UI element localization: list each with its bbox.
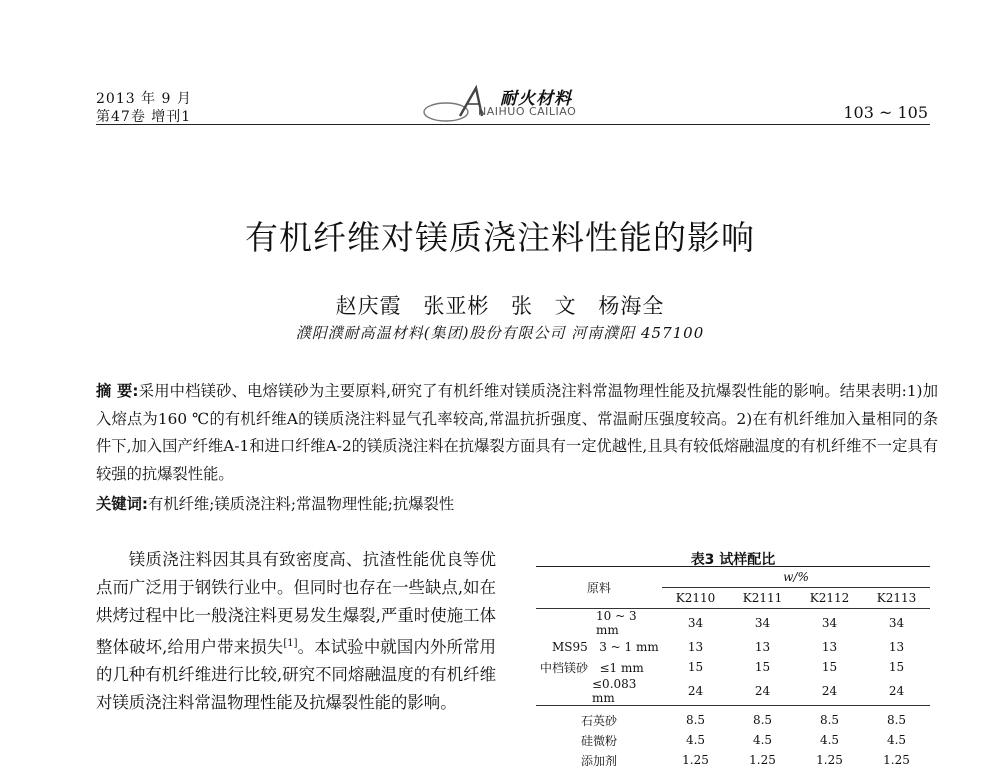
row-label: ≤0.083 mm <box>536 677 662 706</box>
table-row <box>536 637 930 657</box>
cell: 13 <box>754 640 771 654</box>
mix-ratio-table <box>536 566 930 770</box>
cell: 24 <box>729 677 796 706</box>
row-label: 硅微粉 <box>580 733 617 748</box>
raw-material-header: 原料 <box>536 567 662 609</box>
row-label: 3 ~ 1 mm <box>599 640 659 654</box>
journal-name-cn: 耐火材料 <box>500 89 572 109</box>
table-row <box>536 677 930 706</box>
abstract <box>96 378 938 488</box>
abstract-text: 采用中档镁砂、电熔镁砂为主要原料,研究了有机纤维对镁质浇注料常温物理性能及抗爆裂性能的影响。结果表明:1)加入熔点为160 ℃的有机纤维A的镁质浇注料显气孔率较高,常温抗折强度、常温耐压强度较高。2)在有机纤维加入量相同的条件下,加入国产纤维A-1和进口纤维A-2的镁质浇注料在抗爆裂方面具有一定优越性,且具有较低熔融温度的有机纤维不一定具有较强的抗爆裂性能。 <box>96 382 938 483</box>
row-label: 石英砂 <box>580 713 617 728</box>
sample-col: K2112 <box>796 588 863 609</box>
sample-col: K2111 <box>729 588 796 609</box>
cell: 15 <box>754 660 771 674</box>
cell: 34 <box>754 616 771 630</box>
table-row <box>536 657 930 677</box>
cell: 13 <box>888 640 905 654</box>
cell: 13 <box>821 640 838 654</box>
keywords-label: 关键词: <box>96 495 149 513</box>
cell: 24 <box>662 677 729 706</box>
cell: 4.5 <box>685 733 706 747</box>
cell: 34 <box>687 616 704 630</box>
cell: 1.25 <box>883 753 910 767</box>
cell: 24 <box>863 677 930 706</box>
table-caption: 表3 试样配比 <box>690 552 776 568</box>
table-header-row <box>536 567 930 588</box>
cell: 1.25 <box>749 753 776 767</box>
row-label: 添加剂 <box>580 753 617 768</box>
header-rule <box>96 124 930 125</box>
cell: 34 <box>821 616 838 630</box>
affiliation: 濮阳濮耐高温材料(集团)股份有限公司 河南濮阳 457100 <box>295 324 705 342</box>
cell: 8.5 <box>752 713 773 727</box>
page-range: 103 ~ 105 <box>843 103 928 122</box>
abstract-label: 摘 要: <box>96 382 139 400</box>
cell: 34 <box>888 616 905 630</box>
cell: 1.25 <box>682 753 709 767</box>
row-label: 10 ~ 3 mm <box>596 609 637 637</box>
keywords-text: 有机纤维;镁质浇注料;常温物理性能;抗爆裂性 <box>148 495 455 513</box>
table-row <box>536 706 930 731</box>
volume-issue: 第47卷 增刊1 <box>96 109 192 125</box>
table-row <box>536 750 930 770</box>
cell: 8.5 <box>819 713 840 727</box>
cell: 4.5 <box>819 733 840 747</box>
keywords <box>96 492 454 514</box>
table-row <box>536 609 930 638</box>
cell: 13 <box>687 640 704 654</box>
intro-paragraph <box>96 546 496 717</box>
cell: 1.25 <box>816 753 843 767</box>
row-label <box>536 637 662 657</box>
cell: 15 <box>687 660 704 674</box>
unit-header: w/% <box>662 567 930 588</box>
cell: 15 <box>888 660 905 674</box>
authors: 赵庆霞 张亚彬 张 文 杨海全 <box>335 294 665 318</box>
paper-title: 有机纤维对镁质浇注料性能的影响 <box>245 218 755 257</box>
group-label-mid-magnesia: 中档镁砂 <box>540 660 589 675</box>
issue-date: 2013 年 9 月 <box>96 91 192 107</box>
cell: 15 <box>821 660 838 674</box>
cell: 4.5 <box>752 733 773 747</box>
sample-col: K2113 <box>863 588 930 609</box>
group-label-ms95: MS95 <box>552 640 588 654</box>
row-label: ≤1 mm <box>599 660 644 675</box>
cell: 8.5 <box>685 713 706 727</box>
sample-col: K2110 <box>662 588 729 609</box>
intro-text: 镁质浇注料因其具有致密度高、抗渣性能优良等优点而广泛用于钢铁行业中。但同时也存在一些缺点,如在烘烤过程中比一般浇注料更易发生爆裂,严重时使施工体整体破坏,给用户带来损失 <box>96 550 496 657</box>
row-label <box>536 657 662 677</box>
cell: 8.5 <box>886 713 907 727</box>
table-row <box>536 730 930 750</box>
cell: 24 <box>796 677 863 706</box>
citation: [1] <box>283 638 298 649</box>
journal-name-en: NAIHUO CAILIAO <box>478 105 577 118</box>
cell: 4.5 <box>886 733 907 747</box>
intro-text-end: 。本试验中就国内外所常用的几种有机纤维进行比较,研究不同熔融温度的有机纤维对镁质浇注料常温物理性能及抗爆裂性能的影响。 <box>96 637 496 713</box>
